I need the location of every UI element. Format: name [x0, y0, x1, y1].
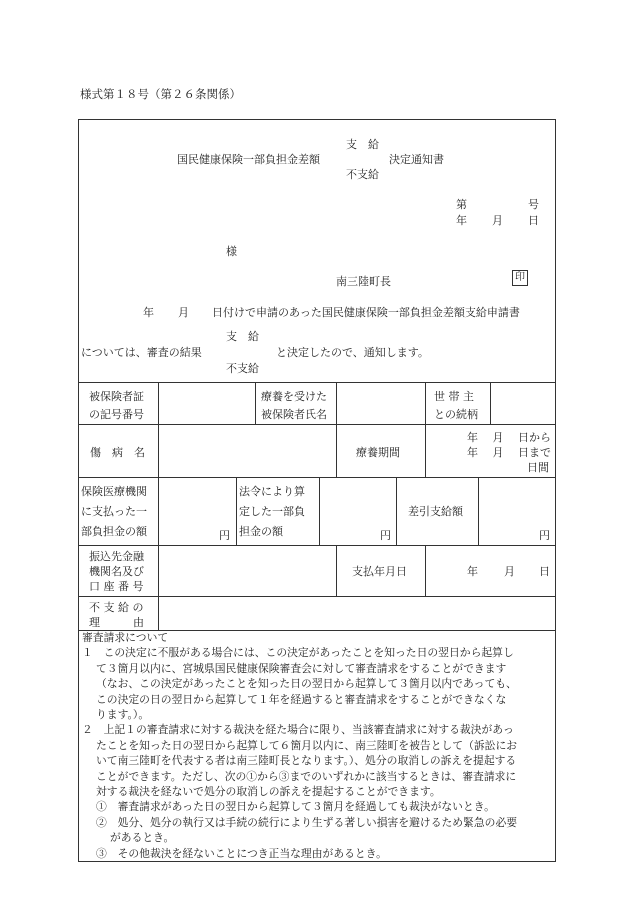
reason-label: 不 支 給 の [89, 601, 144, 614]
notes-line: １ この決定に不服がある場合には、この決定があったことを知った日の翌日から起算し [82, 646, 514, 660]
legal-amount-label: 法令により算 [239, 485, 305, 498]
body-line2a: については、審査の結果 [81, 346, 202, 359]
notes-line: があるとき。 [110, 831, 175, 845]
legal-amount-yen: 円 [380, 529, 391, 542]
notes-line: ことができます。ただし、次の①から③までのいずれかに該当するときは、審査請求に [96, 769, 517, 783]
disease-label: 傷 病 名 [90, 446, 145, 459]
title-pay: 支 給 [346, 138, 379, 151]
paydate-hi: 日 [539, 565, 550, 578]
body-line1: 日付けで申請のあった国民健康保険一部負担金差額支給申請書 [212, 306, 520, 319]
ref-dai: 第 [456, 198, 467, 211]
reason-label-2: 理 由 [89, 616, 144, 629]
paid-amount-label: 保険医療機関 [81, 485, 147, 498]
form-number: 様式第１８号（第２６条関係） [80, 87, 241, 101]
insured-no-label-2: の記号番号 [89, 408, 144, 421]
period-label: 療養期間 [356, 446, 400, 459]
notes-line: いて南三陸町を代表する者は南三陸町長となります。）、処分の取消しの訴えを提起する [96, 754, 517, 768]
notes-line: ２ 上記１の審査請求に対する裁決を経た場合に限り、当該審査請求に対する裁決があっ [82, 723, 514, 737]
legal-amount-label-2: 定した一部負 [239, 505, 305, 518]
period-from: 年 月 日から [467, 431, 551, 444]
ref-nen: 年 [456, 214, 467, 227]
notes-line: ります。）。 [96, 708, 150, 722]
paydate-label: 支払年月日 [352, 565, 407, 578]
paydate-nen: 年 [467, 565, 478, 578]
paid-amount-label-3: 部負担金の額 [81, 525, 147, 538]
addressee-sama: 様 [226, 245, 237, 258]
notes-line: （なお、この決定があったことを知った日の翌日から起算して３箇月以内であっても、 [96, 677, 517, 691]
ref-go: 号 [528, 198, 539, 211]
bank-label-3: 口 座 番 号 [89, 580, 144, 593]
body-line2b: と決定したので、通知します。 [276, 346, 429, 359]
insured-no-label: 被保険者証 [89, 390, 144, 403]
patient-label-2: 被保険者氏名 [261, 408, 327, 421]
patient-label: 療養を受けた [261, 390, 327, 403]
body-nonpay: 不支給 [226, 362, 259, 375]
body-nen: 年 [143, 306, 154, 319]
body-tsuki: 月 [178, 306, 189, 319]
period-to: 年 月 日まで [467, 446, 551, 459]
legal-amount-label-3: 担金の額 [239, 525, 283, 538]
bank-label: 振込先金融 [89, 550, 144, 563]
notes-line: ② 処分、処分の執行又は手続の続行により生ずる著しい損害を避けるため緊急の必要 [96, 815, 518, 829]
notes-line: たことを知った日の翌日から起算して６箇月以内に、南三陸町を被告として（訴訟にお [96, 738, 518, 752]
notes-line: ① 審査請求があった日の翌日から起算して３箇月を経過しても裁決がないとき。 [96, 800, 495, 814]
paydate-tsuki: 月 [504, 565, 515, 578]
period-days: 日間 [527, 461, 549, 474]
title-main: 国民健康保険一部負担金差額 [177, 153, 320, 166]
notes-line: て３箇月以内に、宮城県国民健康保険審査会に対して審査請求をすることができます [96, 661, 507, 675]
ref-hi: 日 [528, 214, 539, 227]
ref-tsuki: 月 [492, 214, 503, 227]
diff-amount-yen: 円 [539, 529, 550, 542]
household-head-label-2: との続柄 [434, 408, 478, 421]
notes-line: 対する裁決を経ないで処分の取消しの訴えを提起することができます。 [96, 785, 441, 799]
title-nonpay: 不支給 [346, 168, 379, 181]
diff-amount-label: 差引支給額 [408, 505, 463, 518]
title-suffix: 決定通知書 [389, 153, 444, 166]
issuer-name: 南三陸町長 [336, 275, 391, 288]
notes-heading: 審査請求について [82, 631, 169, 644]
paid-amount-label-2: に支払った一 [81, 505, 147, 518]
notes-line: ③ その他裁決を経ないことにつき正当な理由があるとき。 [96, 846, 387, 860]
notes-line: この決定の日の翌日から起算して１年を経過すると審査請求をすることができなくな [96, 692, 507, 706]
bank-label-2: 機関名及び [89, 565, 144, 578]
paid-amount-yen: 円 [219, 529, 230, 542]
appeal-notes [82, 630, 552, 861]
seal-mark: 印 [512, 270, 528, 286]
body-pay: 支 給 [226, 330, 259, 343]
household-head-label: 世 帯 主 [434, 390, 474, 403]
